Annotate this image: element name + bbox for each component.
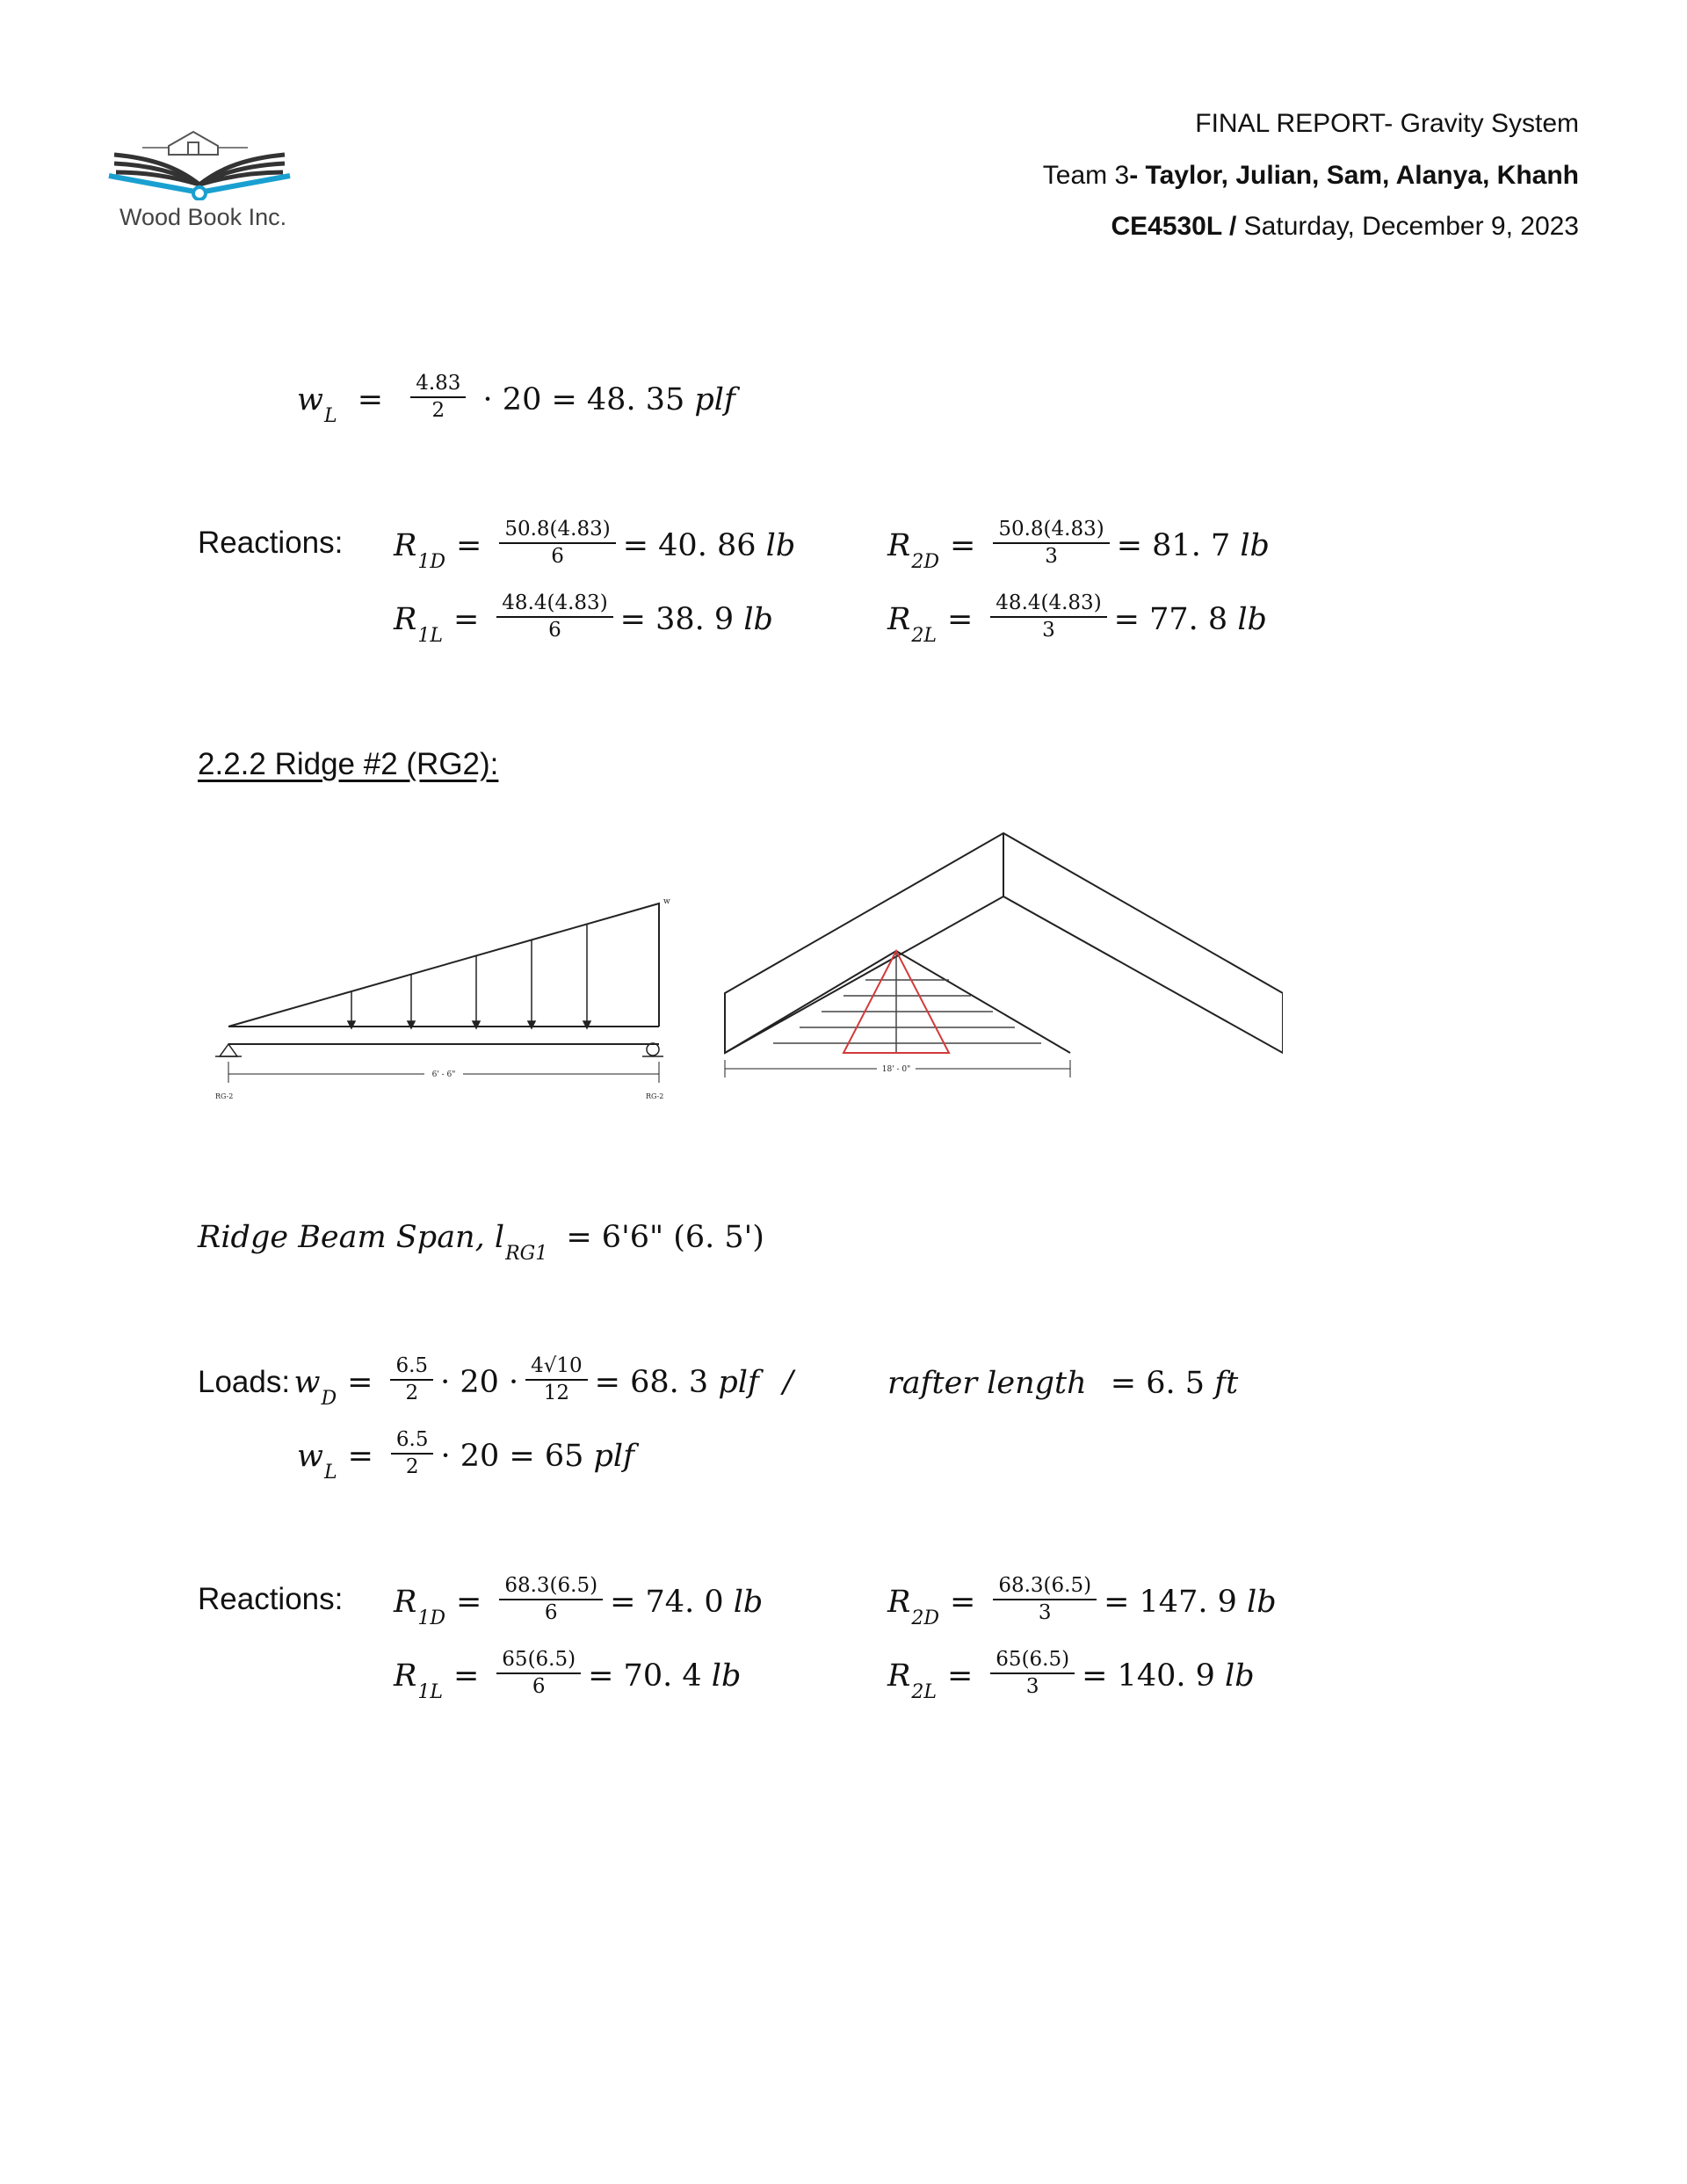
team-line: [1043, 161, 1579, 191]
company-logo: [107, 104, 292, 236]
live-load-equation: $w_L$ = $\frac{4.83}{2}$ · 20 = 48. 35 plf: [297, 372, 735, 427]
span-dimension: 6' - 6": [431, 1070, 456, 1079]
reaction-r2l: $R_{2L}$ = $\frac{48.4(4.83)}{3}$ = 77. 8 lb: [887, 591, 1267, 647]
eq-result: · 20 = 48. 35: [482, 381, 685, 417]
span-value: = 6'6" (6. 5'): [566, 1220, 764, 1255]
reaction-r2l-2: $R_{2L}$ = $\frac{65(6.5)}{3}$ = 140. 9 lb: [887, 1648, 1255, 1703]
ridge-span-equation: [198, 1220, 764, 1265]
loads-label: Loads:: [198, 1364, 291, 1399]
live-load-equation-2: $w_L$ = $\frac{6.5}{2}$ · 20 = 65 plf: [297, 1428, 635, 1484]
roof-ridge-diagram: [720, 826, 1283, 1090]
course-date-line: [1111, 212, 1579, 242]
report-date: Saturday, December 9, 2023: [1236, 212, 1579, 241]
eq-numerator: 4.83: [410, 373, 466, 398]
reaction-r2d-2: $R_{2D}$ = $\frac{68.3(6.5)}{3}$ = 147. 9 lb: [887, 1574, 1277, 1629]
course-code: CE4530L /: [1111, 212, 1237, 241]
team-members: - Taylor, Julian, Sam, Alanya, Khanh: [1129, 161, 1579, 190]
reaction-r1d-2: $R_{1D}$ = $\frac{68.3(6.5)}{6}$ = 74. 0 lb: [394, 1574, 764, 1629]
dead-load-equation: Loads: $w_D$ = $\frac{6.5}{2}$ · 20 · $\frac{4√10}{12}$ = 68. 3 plf /: [198, 1354, 793, 1410]
load-label: w: [663, 897, 670, 906]
rafter-length-equation: rafter length = 6. 5 ft: [887, 1366, 1239, 1401]
reactions-label: Reactions:: [198, 526, 344, 560]
team-prefix: Team 3: [1042, 161, 1130, 190]
report-title: FINAL REPORT- Gravity System: [1195, 109, 1579, 138]
section-heading: 2.2.2 Ridge #2 (RG2):: [198, 747, 499, 781]
reactions-label-2: Reactions:: [198, 1582, 344, 1616]
reaction-r1l-2: $R_{1L}$ = $\frac{65(6.5)}{6}$ = 70. 4 lb: [394, 1648, 742, 1703]
eq-denominator: 2: [431, 399, 445, 423]
left-support-label: RG-2: [215, 1092, 234, 1100]
beam-load-diagram: [206, 888, 681, 1107]
span-variable: $l_{RG1}$: [494, 1220, 548, 1265]
open-book-icon: [107, 104, 292, 200]
reaction-r1d: $R_{1D}$ = $\frac{50.8(4.83)}{6}$ = 40. 86 lb: [394, 518, 796, 573]
reaction-r2d: $R_{2D}$ = $\frac{50.8(4.83)}{3}$ = 81. 7 lb: [887, 518, 1270, 573]
right-support-label: RG-2: [646, 1092, 664, 1100]
pin-support-icon: [220, 1044, 237, 1056]
eq-unit: plf: [694, 381, 735, 417]
roof-span-dimension: 18' - 0": [881, 1065, 911, 1074]
roller-support-icon: [647, 1043, 659, 1056]
company-name: Wood Book Inc.: [119, 204, 287, 230]
span-text: Ridge Beam Span,: [198, 1220, 485, 1255]
eq-variable: $w_L$: [297, 381, 337, 427]
reaction-r1l: $R_{1L}$ = $\frac{48.4(4.83)}{6}$ = 38. 9 lb: [394, 591, 773, 647]
